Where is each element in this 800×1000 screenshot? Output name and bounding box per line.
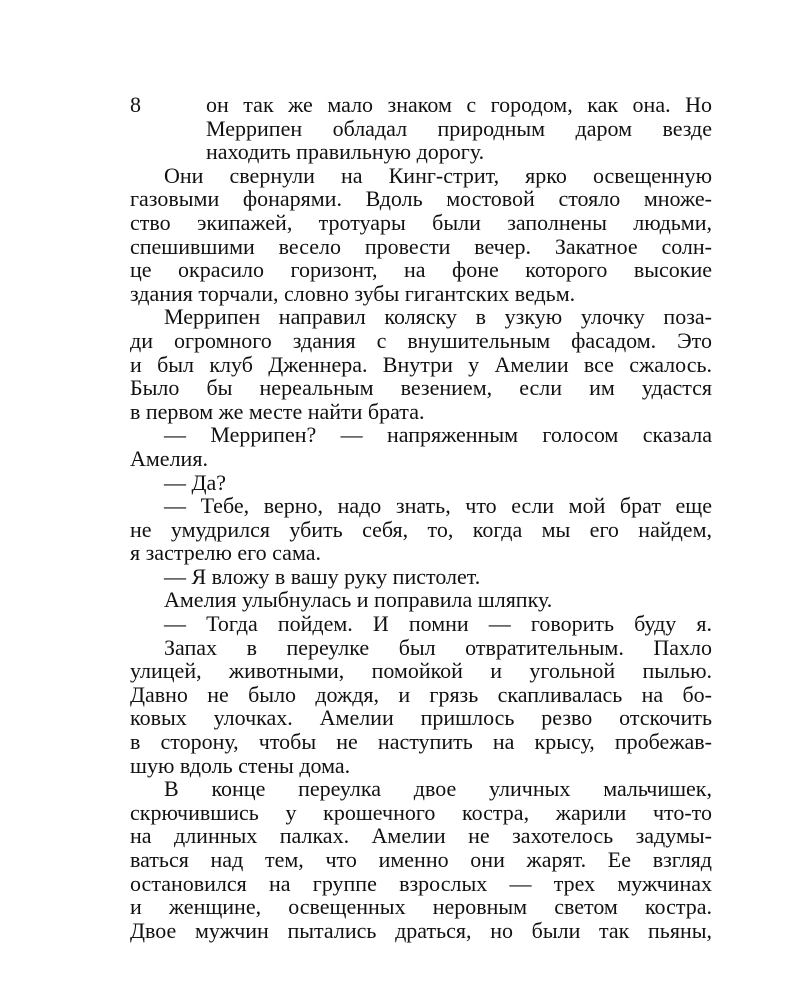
text-line: ство экипажей, тротуары были заполнены людьми,	[130, 209, 712, 235]
text-line: и женщине, освещенных неровным светом костра.	[130, 894, 712, 920]
text-line: — Да?	[164, 469, 227, 495]
page-number: 8	[130, 92, 141, 117]
text-line: скрючившись у крошечного костра, жарили что-то	[130, 799, 712, 825]
body-text	[130, 93, 712, 942]
text-line: он так же мало знаком с городом, как она. Но	[206, 92, 712, 117]
text-line: це окрасило горизонт, на фоне которого высокие	[130, 257, 712, 283]
text-line: Было бы нереальным везением, если им удастся	[130, 375, 712, 401]
text-line: здания торчали, словно зубы гигантских ведьм.	[130, 280, 576, 306]
text-line: шую вдоль стены дома.	[130, 752, 351, 778]
text-line: ковых улочках. Амелии пришлось резво отскочить	[130, 705, 712, 731]
text-line: В конце переулка двое уличных мальчишек,	[164, 776, 712, 802]
text-line: спешившими весело провести вечер. Закатное солн-	[130, 233, 712, 259]
text-line: Они свернули на Кинг-стрит, ярко освещенную	[164, 162, 712, 188]
text-line: ваться над тем, что именно они жарят. Ее взгляд	[130, 847, 712, 872]
text-line: Запах в переулке был отвратительным. Пахло	[164, 634, 712, 660]
text-line: газовыми фонарями. Вдоль мостовой стояло множе-	[130, 186, 712, 212]
text-line: Меррипен направил коляску в узкую улочку поза-	[164, 304, 712, 330]
text-line: ди огромного здания с внушительным фасадом. Это	[130, 327, 712, 353]
text-line: — Я вложу в вашу руку пистолет.	[164, 563, 481, 589]
text-line: — Тебе, верно, надо знать, что если мой брат еще	[164, 493, 712, 519]
text-line: — Меррипен? — напряженным голосом сказала	[164, 422, 712, 448]
text-line: я застрелю его сама.	[130, 540, 321, 566]
text-line: Давно не было дождя, и грязь скапливалась на бо-	[130, 681, 712, 707]
text-line: Двое мужчин пытались драться, но были так пьяны,	[130, 917, 712, 943]
text-line: Меррипен обладал природным даром везде	[206, 115, 712, 141]
text-line: в сторону, чтобы не наступить на крысу, пробежав-	[130, 729, 712, 755]
text-line: в первом же месте найти брата.	[130, 398, 425, 424]
text-line: и был клуб Дженнера. Внутри у Амелии все сжалось.	[130, 351, 712, 377]
text-line: улицей, животными, помойкой и угольной пылью.	[130, 658, 712, 684]
text-line: не умудрился убить себя, то, когда мы его найдем,	[130, 516, 712, 542]
text-line: — Тогда пойдем. И помни — говорить буду я.	[164, 611, 712, 637]
text-line: Амелия улыбнулась и поправила шляпку.	[164, 587, 553, 613]
text-line: Амелия.	[130, 445, 208, 471]
text-line: остановился на группе взрослых — трех мужчинах	[130, 870, 712, 896]
text-line: находить правильную дорогу.	[206, 139, 485, 165]
text-line: на длинных палках. Амелии не захотелось задумы-	[130, 823, 712, 849]
